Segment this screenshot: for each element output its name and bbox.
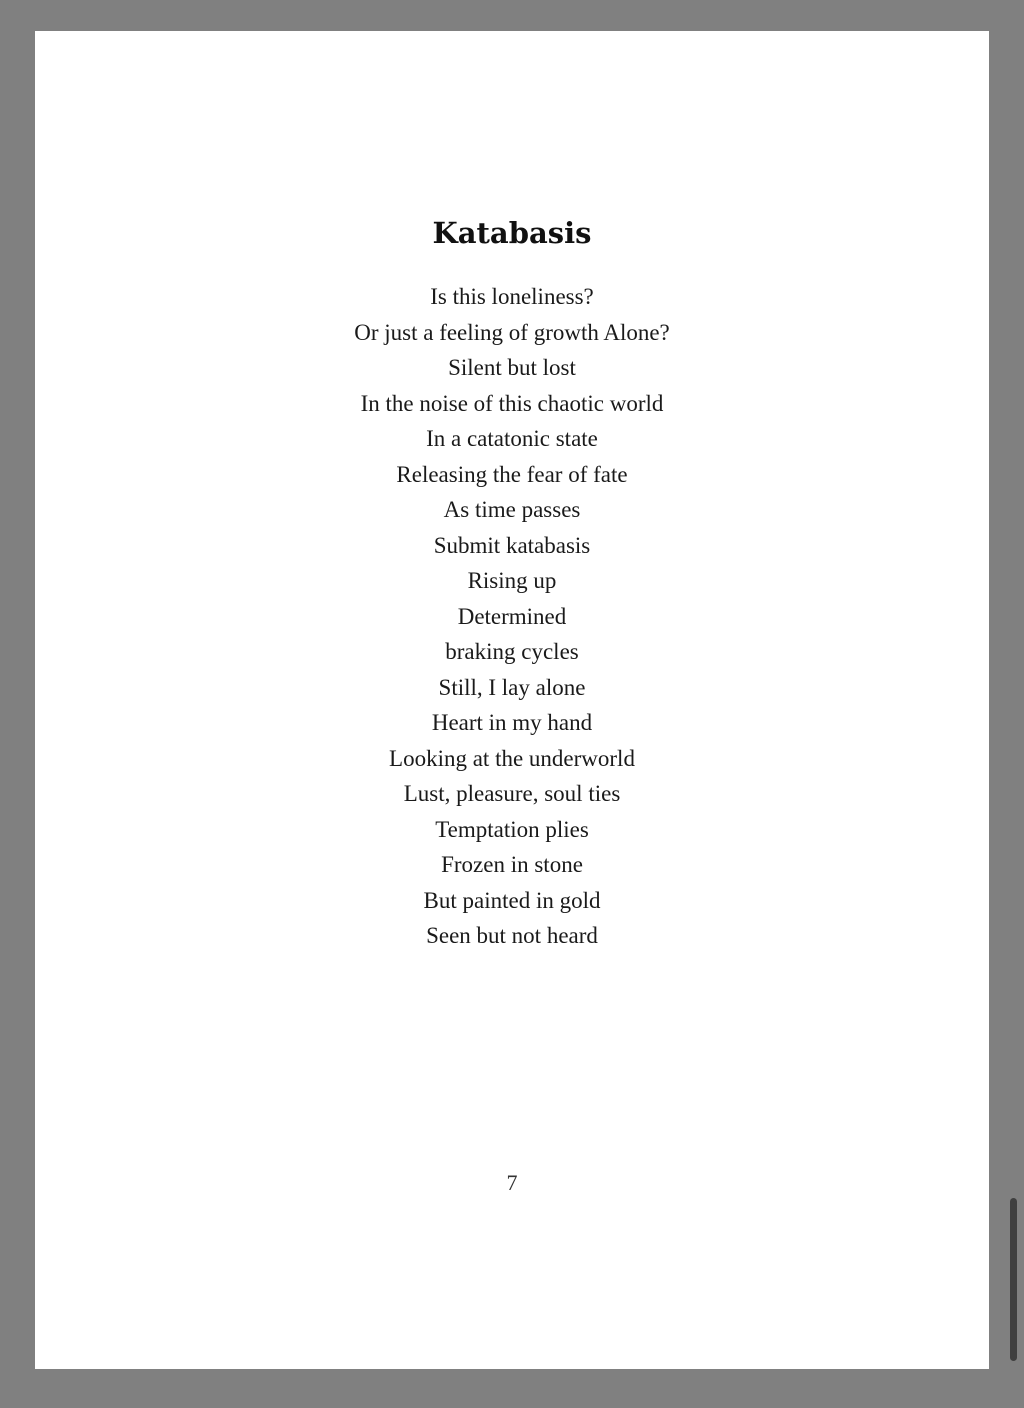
poem-line: Heart in my hand <box>431 710 593 735</box>
poem-title: Katabasis <box>432 216 592 250</box>
poem-line: Is this loneliness? <box>430 284 594 309</box>
poem-line: Still, I lay alone <box>438 674 586 700</box>
poem-line: Rising up <box>467 568 557 593</box>
poem-line: Lust, pleasure, soul ties <box>403 781 621 806</box>
vertical-scrollbar[interactable] <box>1004 31 1024 1369</box>
poem-line: As time passes <box>443 497 581 522</box>
page-number: 7 <box>506 1170 518 1195</box>
poem-line: Releasing the fear of fate <box>396 461 628 487</box>
poem-line: Silent but lost <box>448 355 576 380</box>
poem-line: Determined <box>457 603 567 629</box>
poem-line: In a catatonic state <box>426 426 598 451</box>
poem-line: braking cycles <box>445 639 579 664</box>
document-page <box>35 31 989 1369</box>
poem-line: Or just a feeling of growth Alone? <box>354 319 670 345</box>
poem-line: But painted in gold <box>423 887 601 913</box>
poem-body <box>35 279 989 954</box>
poem-line: Temptation plies <box>435 816 589 842</box>
poem-line: Looking at the underworld <box>389 745 635 771</box>
poem-line: Seen but not heard <box>426 923 598 948</box>
poem-line: Frozen in stone <box>441 852 583 877</box>
scrollbar-thumb[interactable] <box>1010 1198 1017 1361</box>
poem-line: In the noise of this chaotic world <box>360 390 664 416</box>
poem-line: Submit katabasis <box>433 532 591 558</box>
